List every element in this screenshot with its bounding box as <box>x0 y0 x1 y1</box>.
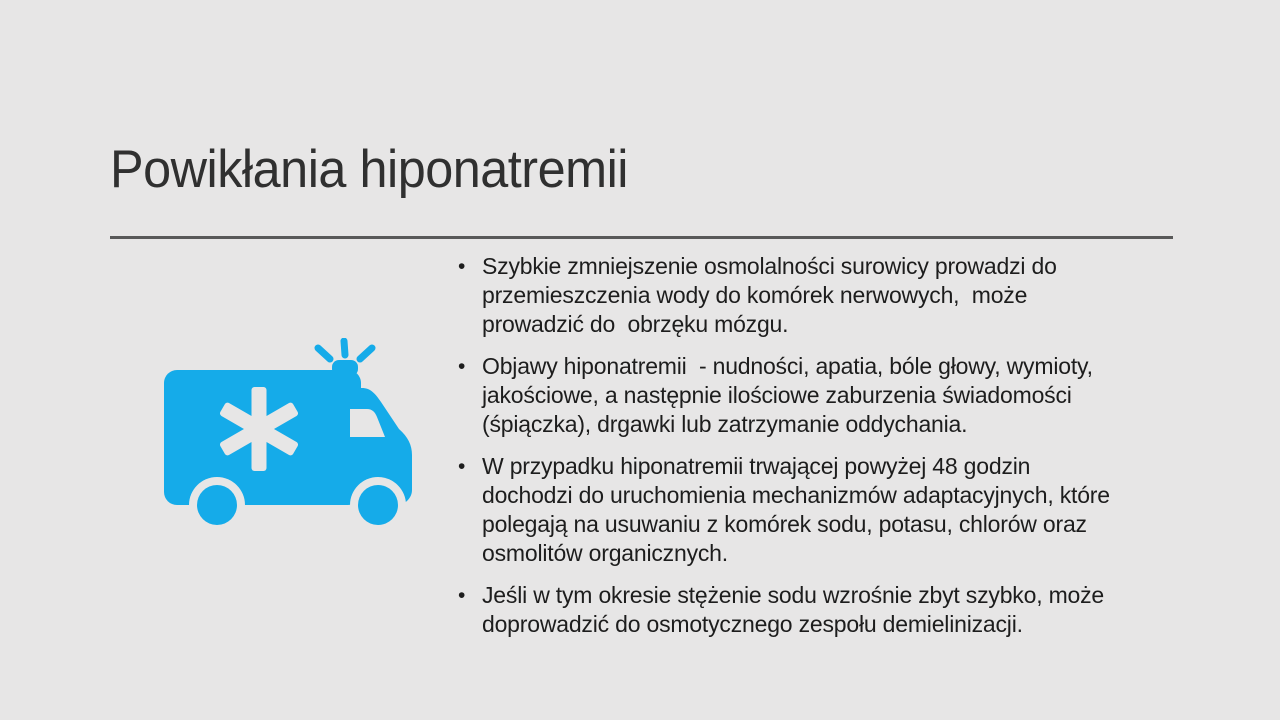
siren-rays-icon <box>318 341 372 359</box>
bullet-list <box>458 252 1182 652</box>
list-item <box>458 581 1182 639</box>
bullet-marker: • <box>458 255 466 278</box>
bullet-marker: • <box>458 355 466 378</box>
bullet-marker: • <box>458 455 466 478</box>
bullet-text: Jeśli w tym okresie stężenie sodu wzrośnie zbyt szybko, może doprowadzić do osmotycznego zespołu demielinizacji. <box>482 582 1105 637</box>
page-title: Powikłania hiponatremii <box>110 140 629 199</box>
bullet-marker: • <box>458 584 466 607</box>
list-item <box>458 452 1182 568</box>
list-item <box>458 352 1182 439</box>
bullet-text: Szybkie zmniejszenie osmolalności surowicy prowadzi do przemieszczenia wody do komórek nerwowych, może prowadzić do obrzęku mózgu. <box>482 253 1057 337</box>
title-divider <box>110 236 1173 239</box>
ambulance-icon <box>156 338 426 538</box>
bullet-text: Objawy hiponatremii - nudności, apatia, bóle głowy, wymioty, jakościowe, a następnie ilościowe zaburzenia świadomości (śpiączka), drgawki lub zatrzymanie oddychania. <box>482 353 1093 437</box>
list-item <box>458 252 1182 339</box>
bullet-text: W przypadku hiponatremii trwającej powyżej 48 godzin dochodzi do uruchomienia mechanizmów adaptacyjnych, które polegają na usuwaniu z komórek sodu, potasu, chlorów oraz osmolitów organicznych. <box>482 453 1110 566</box>
